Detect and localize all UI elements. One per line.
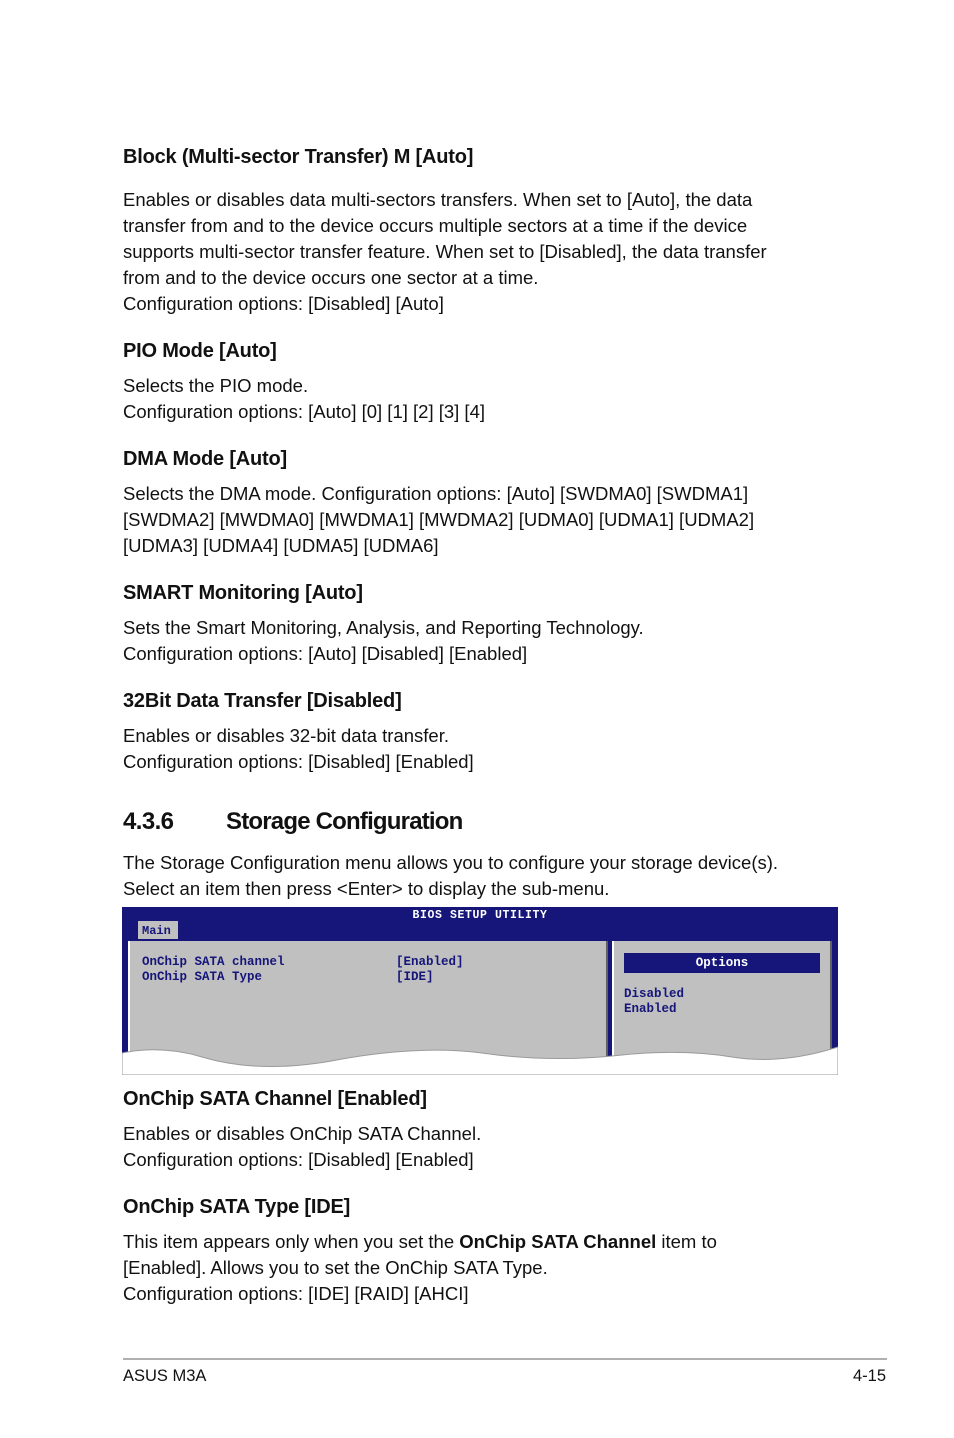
section-heading-smart-monitoring: SMART Monitoring [Auto] [123,582,363,604]
body-text: This item appears only when you set the [123,1231,460,1252]
section-body-onchip-channel [123,1121,843,1173]
section-heading-block-mode: Block (Multi-sector Transfer) M [Auto] [123,146,474,168]
body-line: Configuration options: [Auto] [0] [1] [2] [3] [4] [123,401,485,422]
bios-item-value[interactable]: [IDE] [396,970,434,984]
body-line: Enables or disables 32-bit data transfer. [123,725,449,746]
footer-page-number: 4-15 [853,1367,887,1385]
body-line: Enables or disables data multi-sectors transfers. When set to [Auto], the data [123,189,753,210]
section-body-block-mode [123,187,843,317]
body-line: Selects the DMA mode. Configuration options: [Auto] [SWDMA0] [SWDMA1] [123,483,749,504]
footer-rule [123,1358,887,1360]
body-line: Configuration options: [Disabled] [Enabled] [123,1149,474,1170]
body-line: from and to the device occurs one sector at a time. [123,267,539,288]
section-heading-pio-mode: PIO Mode [Auto] [123,340,277,362]
body-line: Selects the PIO mode. [123,375,309,396]
bios-option: Disabled [624,987,685,1001]
section-body-onchip-type [123,1229,843,1307]
bios-item-label[interactable]: OnChip SATA Type [142,970,263,984]
bold-term: OnChip SATA Channel [459,1231,657,1252]
section-body-pio-mode [123,373,843,425]
section-body-32bit-transfer [123,723,843,775]
bios-option: Enabled [624,1002,677,1016]
body-line: [Enabled]. Allows you to set the OnChip SATA Type. [123,1257,548,1278]
section-heading-32bit-transfer: 32Bit Data Transfer [Disabled] [123,690,402,712]
body-line: [SWDMA2] [MWDMA0] [MWDMA1] [MWDMA2] [UDMA0] [UDMA1] [UDMA2] [123,509,755,530]
torn-edge-decoration [122,907,838,1075]
storage-intro [123,850,843,902]
section-heading-onchip-type: OnChip SATA Type [IDE] [123,1196,351,1218]
body-line: [UDMA3] [UDMA4] [UDMA5] [UDMA6] [123,535,439,556]
body-line: The Storage Configuration menu allows you to configure your storage device(s). [123,852,779,873]
body-line [123,1229,843,1255]
body-line: Sets the Smart Monitoring, Analysis, and Reporting Technology. [123,617,644,638]
body-line: Configuration options: [Disabled] [Auto] [123,293,444,314]
bios-title: BIOS SETUP UTILITY [412,909,548,922]
section-body-smart-monitoring [123,615,843,667]
body-text: item to [656,1231,717,1252]
bios-item-label[interactable]: OnChip SATA channel [142,955,285,969]
bios-screenshot [122,907,838,1075]
bios-item-value[interactable]: [Enabled] [396,955,464,969]
section-number: 4.3.6 [123,808,174,835]
section-body-dma-mode [123,481,843,559]
body-line: Enables or disables OnChip SATA Channel. [123,1123,482,1144]
footer-product: ASUS M3A [123,1367,207,1385]
body-line: Select an item then press <Enter> to display the sub-menu. [123,878,610,899]
section-heading-dma-mode: DMA Mode [Auto] [123,448,287,470]
body-line: supports multi-sector transfer feature. When set to [Disabled], the data transfer [123,241,767,262]
bios-options-title: Options [695,956,749,970]
section-title: Storage Configuration [226,808,463,835]
body-line: Configuration options: [IDE] [RAID] [AHCI] [123,1283,469,1304]
body-line: Configuration options: [Disabled] [Enabled] [123,751,474,772]
body-line: transfer from and to the device occurs multiple sectors at a time if the device [123,215,748,236]
body-line: Configuration options: [Auto] [Disabled] [Enabled] [123,643,528,664]
section-heading-onchip-channel: OnChip SATA Channel [Enabled] [123,1088,427,1110]
bios-tab-label: Main [142,924,171,938]
